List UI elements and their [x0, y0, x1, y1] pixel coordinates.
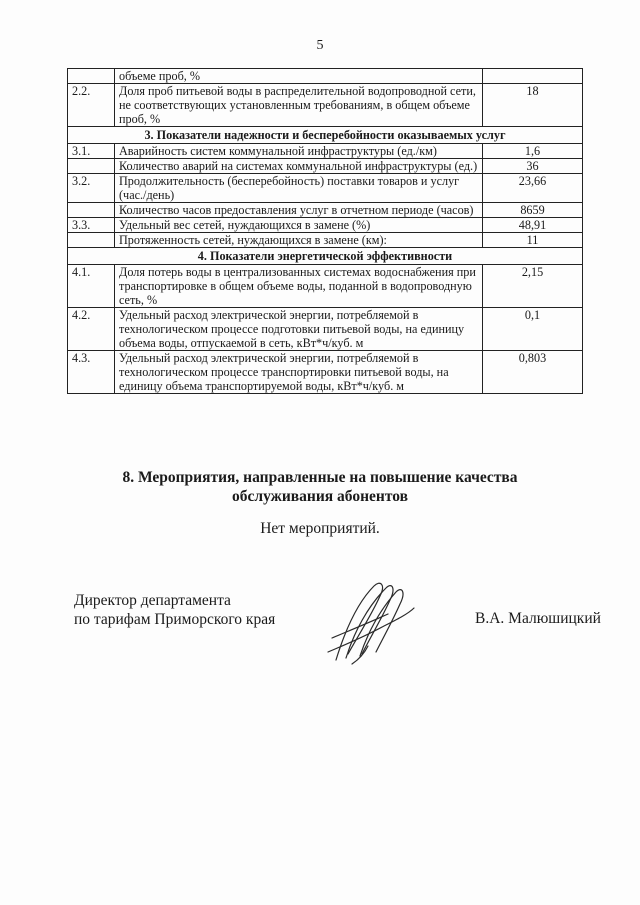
section-header-row: [68, 248, 583, 265]
indicator-name: Протяженность сетей, нуждающихся в замене (км):: [115, 233, 483, 248]
row-number: 3.3.: [68, 218, 115, 233]
indicator-value: [483, 69, 583, 84]
section-header-text: 3. Показатели надежности и бесперебойности оказываемых услуг: [68, 127, 583, 144]
table-row: [68, 69, 583, 84]
indicator-value: 0,803: [483, 351, 583, 394]
table-row: [68, 84, 583, 127]
section-header-row: [68, 127, 583, 144]
row-number: 2.2.: [68, 84, 115, 127]
table-row: [68, 308, 583, 351]
indicator-value: 2,15: [483, 265, 583, 308]
indicator-value: 1,6: [483, 144, 583, 159]
no-measures-text: Нет мероприятий.: [260, 520, 380, 537]
signer-position-line-2: по тарифам Приморского края: [74, 611, 276, 628]
indicator-name: Доля потерь воды в централизованных системах водоснабжения при транспортировке в общем объеме воды, поданной в водопроводную сеть, %: [115, 265, 483, 308]
table-row: [68, 144, 583, 159]
indicator-name: Количество аварий на системах коммунальной инфраструктуры (ед.): [115, 159, 483, 174]
indicators-table: [67, 68, 583, 394]
indicator-name: Количество часов предоставления услуг в отчетном периоде (часов): [115, 203, 483, 218]
row-number: [68, 69, 115, 84]
handwritten-signature: [322, 574, 418, 670]
table-row: [68, 159, 583, 174]
indicator-name: Продолжительность (бесперебойность) поставки товаров и услуг (час./день): [115, 174, 483, 203]
table-row: [68, 203, 583, 218]
section-8-title-line-2: обслуживания абонентов: [232, 488, 408, 505]
row-number: 3.2.: [68, 174, 115, 203]
section-8-heading: [0, 468, 640, 506]
signer-position: [74, 591, 314, 629]
signer-name: В.А. Малюшицкий: [475, 610, 601, 627]
indicator-value: 8659: [483, 203, 583, 218]
indicator-value: 0,1: [483, 308, 583, 351]
page-number: 5: [316, 38, 324, 53]
table-row: [68, 351, 583, 394]
row-number: [68, 233, 115, 248]
indicator-name: Удельный расход электрической энергии, потребляемой в технологическом процессе подготовки питьевой воды, на единицу объема воды, отпускаемой в сеть, кВт*ч/куб. м: [115, 308, 483, 351]
indicator-value: 11: [483, 233, 583, 248]
table-row: [68, 174, 583, 203]
indicator-name: Удельный расход электрической энергии, потребляемой в технологическом процессе транспортировки питьевой воды, на единицу объема транспортируемой воды, кВт*ч/куб. м: [115, 351, 483, 394]
row-number: 4.2.: [68, 308, 115, 351]
indicator-name: Аварийность систем коммунальной инфраструктуры (ед./км): [115, 144, 483, 159]
indicator-name: Удельный вес сетей, нуждающихся в замене (%): [115, 218, 483, 233]
section-8-title-line-1: 8. Мероприятия, направленные на повышение качества: [122, 469, 518, 486]
section-header-text: 4. Показатели энергетической эффективности: [68, 248, 583, 265]
indicator-value: 36: [483, 159, 583, 174]
indicator-name: объеме проб, %: [115, 69, 483, 84]
indicator-value: 23,66: [483, 174, 583, 203]
table-row: [68, 218, 583, 233]
indicators-table-body: [68, 69, 583, 394]
table-row: [68, 233, 583, 248]
row-number: 4.1.: [68, 265, 115, 308]
table-row: [68, 265, 583, 308]
signer-position-line-1: Директор департамента: [74, 592, 231, 609]
indicator-value: 48,91: [483, 218, 583, 233]
row-number: [68, 203, 115, 218]
indicator-value: 18: [483, 84, 583, 127]
indicator-name: Доля проб питьевой воды в распределительной водопроводной сети, не соответствующих установленным требованиям, в общем объеме проб, %: [115, 84, 483, 127]
row-number: 4.3.: [68, 351, 115, 394]
row-number: 3.1.: [68, 144, 115, 159]
row-number: [68, 159, 115, 174]
